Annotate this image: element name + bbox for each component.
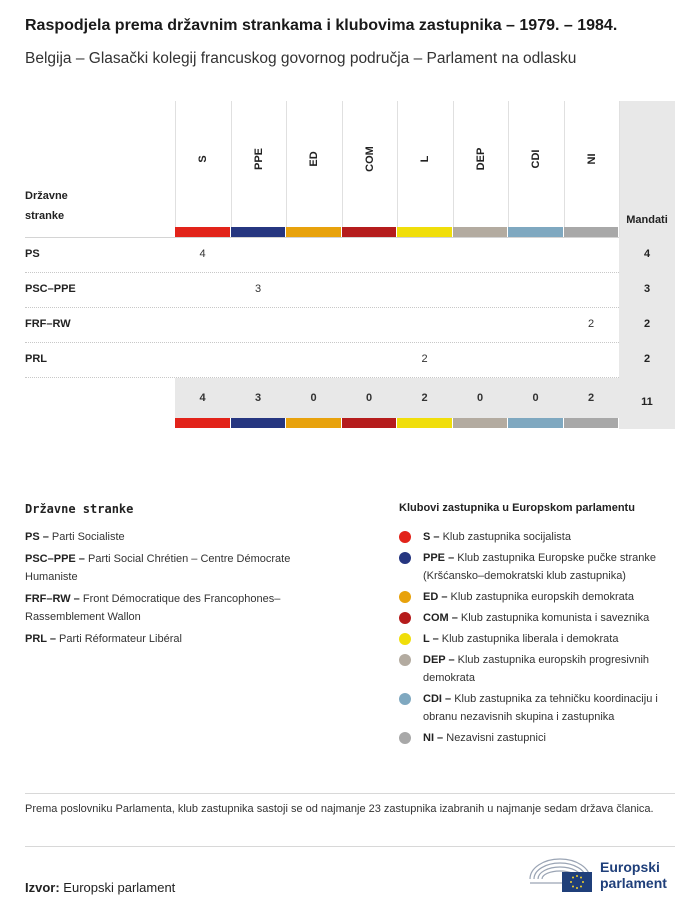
- group-header-s: S: [197, 155, 209, 163]
- chart-subtitle: Belgija – Glasački kolegij francuskog govornog područja – Parlament na odlasku: [25, 50, 577, 67]
- mandati-header: Mandati: [626, 214, 668, 226]
- group-color-bar: [564, 227, 619, 237]
- group-color-bar: [286, 418, 341, 428]
- source-label: Izvor:: [25, 880, 60, 895]
- row-label-party: PS: [25, 248, 40, 260]
- column-total: 4: [199, 392, 206, 404]
- grand-total: 11: [641, 396, 653, 408]
- group-color-dot-icon: [399, 531, 411, 543]
- column-total: 0: [476, 392, 484, 404]
- national-party-legend-item: [25, 550, 345, 586]
- group-header-cdi: CDI: [530, 149, 542, 169]
- row-label-party: PRL: [25, 353, 47, 365]
- row-label-party: FRF–RW: [25, 318, 71, 330]
- group-header-dep: DEP: [474, 147, 487, 171]
- party-name: Parti Réformateur Libéral: [59, 633, 182, 645]
- group-header-ed: ED: [308, 151, 320, 167]
- group-color-bar: [342, 227, 397, 237]
- group-color-bar: [286, 227, 341, 237]
- group-abbr: CDI –: [423, 693, 452, 705]
- group-name: Klub zastupnika europskih demokrata: [450, 591, 634, 603]
- column-total: 0: [532, 392, 539, 404]
- column-divider: [619, 101, 620, 237]
- group-color-bar: [175, 418, 230, 428]
- national-party-legend-item: [25, 590, 345, 626]
- group-abbr: ED –: [423, 591, 448, 603]
- group-color-dot-icon: [399, 693, 411, 705]
- row-label-party: PSC–PPE: [25, 283, 76, 295]
- political-group-legend-item: [399, 588, 679, 606]
- column-total: 2: [421, 392, 428, 404]
- group-color-bar: [453, 227, 508, 237]
- group-color-dot-icon: [399, 654, 411, 666]
- group-name: Klub zastupnika Europske pučke stranke (Kršćansko–demokratski klub zastupnika): [423, 552, 656, 582]
- party-name: Front Démocratique des Francophones– Rassemblement Wallon: [25, 593, 281, 623]
- group-color-dot-icon: [399, 732, 411, 744]
- row-divider: [25, 272, 619, 273]
- european-parliament-logo: [528, 853, 678, 897]
- national-party-legend-item: [25, 528, 345, 546]
- group-header-ppe: PPE: [252, 148, 265, 171]
- group-color-bar: [564, 418, 619, 428]
- national-party-legend-item: [25, 630, 345, 648]
- group-color-bar: [175, 227, 230, 237]
- group-color-bar: [397, 418, 452, 428]
- group-color-dot-icon: [399, 591, 411, 603]
- party-abbr: PRL –: [25, 633, 56, 645]
- column-total: 0: [365, 392, 373, 404]
- political-group-legend-item: [399, 609, 679, 627]
- national-parties-legend-title: Državne stranke: [25, 502, 134, 516]
- group-abbr: PPE –: [423, 552, 455, 564]
- table-cell: 2: [421, 353, 428, 365]
- row-divider: [25, 307, 619, 308]
- group-name: Klub zastupnika socijalista: [442, 531, 571, 543]
- divider: [25, 846, 675, 847]
- group-name: Nezavisni zastupnici: [446, 732, 546, 744]
- group-abbr: L –: [423, 633, 439, 645]
- group-color-bar: [342, 418, 397, 428]
- group-header-ni: NI: [585, 153, 598, 165]
- divider: [25, 793, 675, 794]
- source: [25, 880, 175, 895]
- national-parties-legend: [25, 502, 345, 652]
- logo-text: [600, 859, 667, 891]
- group-abbr: NI –: [423, 732, 444, 744]
- political-group-legend-item: [399, 690, 679, 726]
- source-value: Europski parlament: [63, 880, 176, 895]
- political-group-legend-item: [399, 630, 679, 648]
- row-divider: [25, 342, 619, 343]
- group-color-dot-icon: [399, 612, 411, 624]
- group-header-l: L: [419, 155, 431, 163]
- political-groups-legend-title: Klubovi zastupnika u Europskom parlamentu: [399, 502, 635, 514]
- group-name: Klub zastupnika za tehničku koordinaciju i obranu nezavisnih skupina i zastupnika: [423, 693, 658, 723]
- group-color-bar: [231, 418, 286, 428]
- row-total: 2: [643, 318, 651, 330]
- mandati-column-bg: [619, 101, 675, 429]
- row-divider: [25, 237, 619, 238]
- logo-line-1: Europski: [600, 859, 660, 875]
- party-abbr: FRF–RW –: [25, 593, 80, 605]
- group-color-bar: [508, 227, 563, 237]
- row-total: 2: [643, 353, 651, 365]
- group-color-bar: [397, 227, 452, 237]
- column-divider: [175, 101, 176, 237]
- column-total: 0: [310, 392, 317, 404]
- political-group-legend-item: [399, 549, 679, 585]
- group-color-bar: [508, 418, 563, 428]
- row-divider: [25, 377, 619, 378]
- party-name: Parti Socialiste: [51, 531, 125, 543]
- footnote: Prema poslovniku Parlamenta, klub zastupnika sastoji se od najmanje 23 zastupnika izabranih u najmanje sedam država članica.: [25, 803, 654, 815]
- group-color-dot-icon: [399, 633, 411, 645]
- group-abbr: S –: [423, 531, 440, 543]
- column-divider: [453, 101, 454, 237]
- group-name: Klub zastupnika liberala i demokrata: [441, 633, 619, 645]
- political-groups-legend: [399, 502, 679, 750]
- row-header: Državne stranke: [25, 190, 68, 222]
- group-header-com: COM: [363, 146, 376, 172]
- column-divider: [508, 101, 509, 237]
- column-divider: [231, 101, 232, 237]
- table-cell: 4: [199, 248, 206, 260]
- political-group-legend-item: [399, 729, 679, 747]
- column-divider: [342, 101, 343, 237]
- political-group-legend-item: [399, 651, 679, 687]
- row-total: 3: [643, 283, 651, 295]
- seat-distribution-table: [25, 101, 675, 429]
- group-name: Klub zastupnika europskih progresivnih demokrata: [423, 654, 650, 684]
- column-divider: [564, 101, 565, 237]
- column-divider: [397, 101, 398, 237]
- political-group-legend-item: [399, 528, 679, 546]
- column-total: 3: [254, 392, 262, 404]
- party-abbr: PSC–PPE –: [25, 553, 85, 565]
- logo-line-2: parlament: [600, 875, 667, 891]
- column-divider: [286, 101, 287, 237]
- party-name: Parti Social Chrétien – Centre Démocrate Humaniste: [25, 553, 291, 583]
- group-name: Klub zastupnika komunista i saveznika: [460, 612, 650, 624]
- group-color-dot-icon: [399, 552, 411, 564]
- table-cell: 3: [254, 283, 262, 295]
- row-total: 4: [643, 248, 651, 260]
- column-total: 2: [587, 392, 595, 404]
- table-cell: 2: [587, 318, 595, 330]
- group-color-bar: [453, 418, 508, 428]
- group-abbr: COM –: [423, 612, 458, 624]
- european-parliament-hemicycle-icon: [528, 853, 592, 893]
- group-color-bar: [231, 227, 286, 237]
- party-abbr: PS –: [25, 531, 49, 543]
- chart-title: Raspodjela prema državnim strankama i klubovima zastupnika – 1979. – 1984.: [25, 17, 618, 34]
- group-abbr: DEP –: [423, 654, 455, 666]
